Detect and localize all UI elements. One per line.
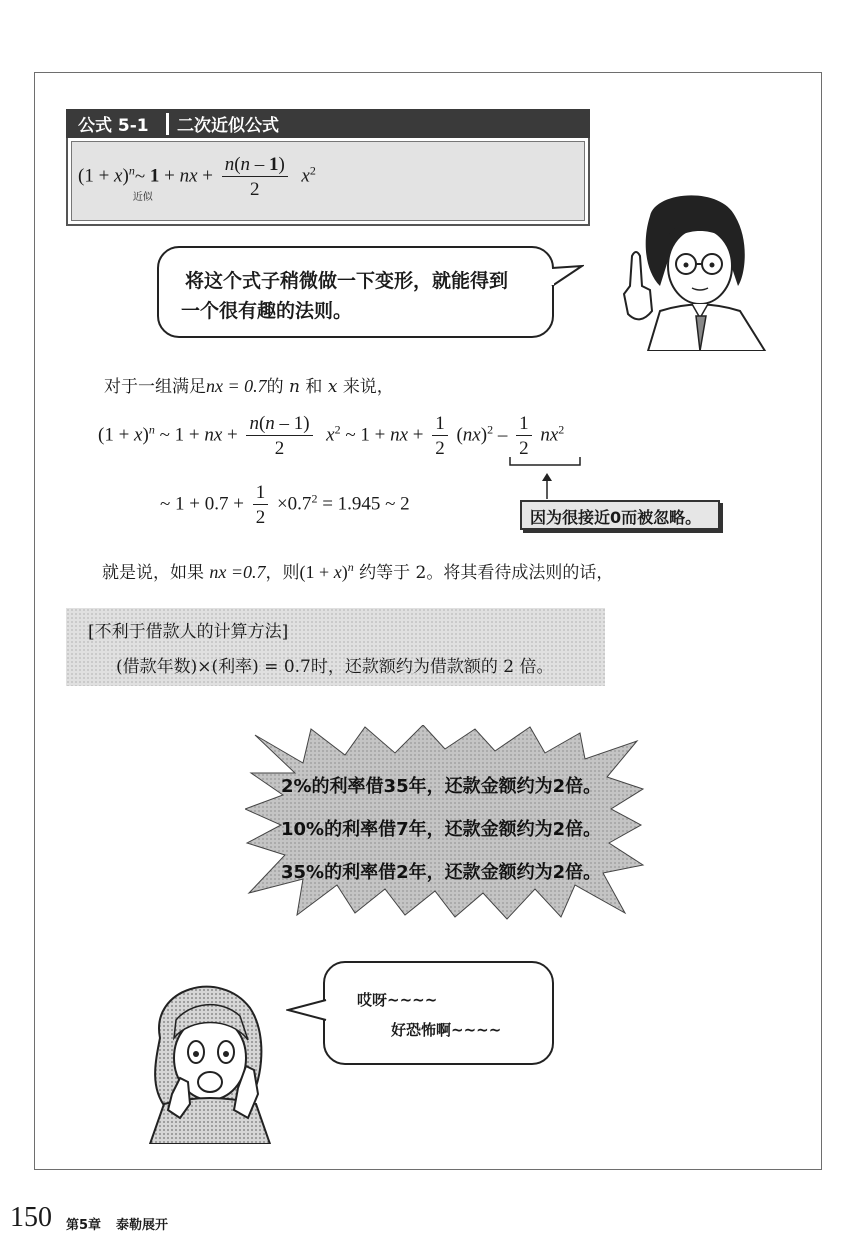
- intro-x: x: [327, 377, 338, 397]
- rule-band: [66, 608, 605, 686]
- bubble-top-line1: 将这个式子稍微做一下变形，就能得到: [185, 270, 509, 292]
- intro-math: nx = 0.7: [206, 376, 267, 396]
- quadratic-approx-formula: $(1 + x)^n\sim$ 近似 1 + nx + $\frac{n(n - 1)}{2}$ $x^2$: [78, 154, 316, 203]
- header-separator: [166, 113, 169, 135]
- intro-pre: 对于一组满足: [104, 377, 206, 397]
- formula-box: [66, 109, 590, 226]
- intro-mid: 的: [266, 377, 284, 397]
- conclusion-post: 约等于 2。将其看待成法则的话，: [359, 563, 614, 583]
- bubble-bottom-tail: [286, 996, 328, 1024]
- intro-and: 和: [305, 377, 323, 397]
- conclusion-pre: 就是说，如果: [102, 563, 204, 583]
- burst-line-3: 35%的利率借2年，还款金额约为2倍。: [281, 862, 602, 883]
- man-character-illustration: [610, 186, 770, 351]
- formula-tag: 公式 5-1: [78, 116, 149, 136]
- burst-line-1: 2%的利率借35年，还款金额约为2倍。: [281, 776, 602, 797]
- approx-label: 近似: [132, 191, 153, 203]
- bubble-bottom-line2: 好恐怖啊~~~~: [391, 1021, 502, 1039]
- chapter-label: 第5章: [66, 1218, 102, 1233]
- intro-post: 来说，: [342, 377, 394, 397]
- bubble-bottom-line1: 哎呀~~~~: [357, 991, 438, 1009]
- neglected-term-bracket: [508, 455, 584, 501]
- rule-heading: [不利于借款人的计算方法]: [88, 622, 289, 642]
- neglected-note: 因为很接近0而被忽略。: [520, 500, 720, 530]
- formula-box-body: [66, 138, 590, 226]
- derivation-line-1: $(1 + x)^n$ ~ 1 + nx + $\frac{n(n - 1)}{2}$ $x^2$ ~ 1 + nx + $\frac{1}{2}$ (nx)$^2$ – $\frac{1}{2}$ $nx^2$: [98, 413, 565, 459]
- speech-bubble-bottom: [323, 961, 554, 1065]
- derivation-line-2: ~ 1 + 0.7 + $\frac{1}{2}$ $\times 0.7^2 = 1.945$ ~ 2: [160, 482, 410, 528]
- conclusion-math: nx =0.7: [209, 562, 266, 582]
- burst-line-2: 10%的利率借7年，还款金额约为2倍。: [281, 819, 602, 840]
- rule-text: (借款年数)×(利率) = 0.7时，还款额约为借款额的 2 倍。: [116, 657, 554, 677]
- girl-character-illustration: [130, 968, 290, 1144]
- bubble-top-line2: 一个很有趣的法则。: [181, 300, 353, 322]
- derivation-result: = 1.945 ~ 2: [322, 493, 410, 515]
- conclusion-line: 就是说，如果 nx =0.7，则$(1 + x)^n$ 约等于 2。将其看待成法则的话，: [102, 560, 614, 583]
- formula-box-header: [66, 109, 590, 138]
- chapter-title: 泰勒展开: [116, 1218, 169, 1233]
- conclusion-mid: ，则: [265, 563, 300, 583]
- speech-bubble-top: [157, 246, 554, 338]
- intro-n: n: [289, 377, 300, 397]
- bubble-top-tail: [550, 262, 584, 292]
- formula-title: 二次近似公式: [177, 116, 279, 136]
- page-number: 150: [10, 1202, 52, 1233]
- intro-line: [104, 372, 394, 397]
